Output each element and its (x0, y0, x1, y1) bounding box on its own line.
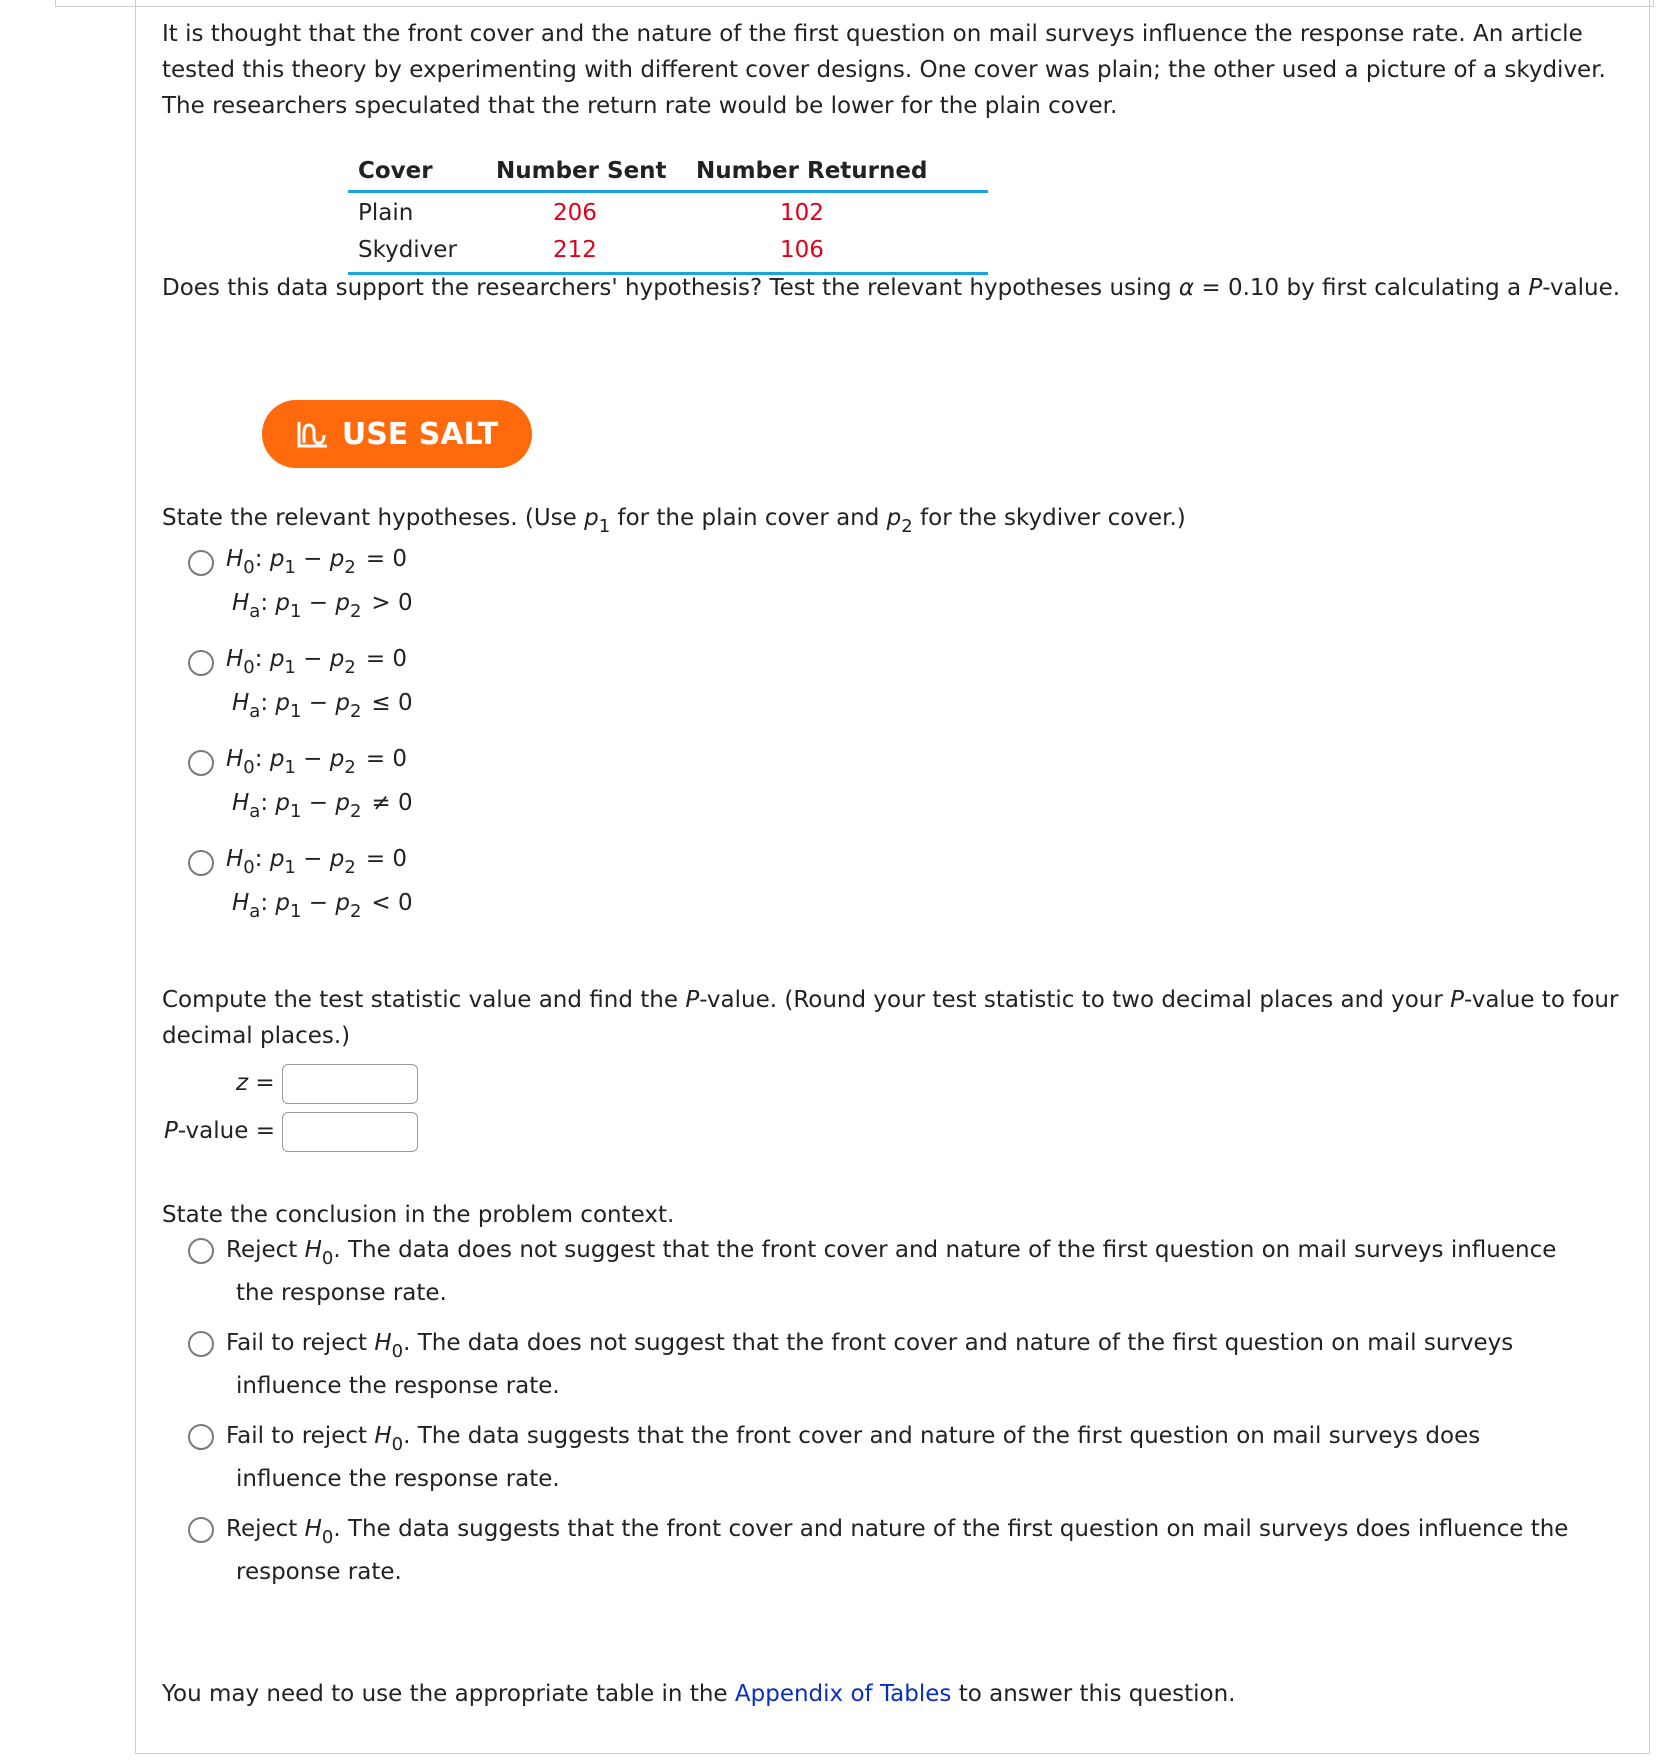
salt-logo-icon (296, 419, 330, 449)
intro-text: It is thought that the front cover and the nature of the first question on mail surveys influence the response rate. An article tested this theory by experimenting with different cover designs. One cover was plain; the other used a picture of a skydiver. The researchers speculated that the return rate would be lower for the plain cover. (162, 21, 1606, 119)
minus: − (295, 746, 330, 772)
minus: − (301, 790, 336, 816)
p2-subscript: 2 (901, 516, 913, 537)
null-relation: = 0 (365, 746, 408, 772)
alt-relation: ≤ 0 (371, 690, 413, 716)
p-symbol: p (329, 646, 345, 672)
null-relation: = 0 (365, 846, 408, 872)
z-input[interactable] (282, 1064, 418, 1104)
p-symbol: p (269, 846, 285, 872)
h-symbol: H (304, 1516, 322, 1542)
hypothesis-radio[interactable] (188, 850, 214, 876)
conclusion-line-2: influence the response rate. (236, 1466, 560, 1492)
h0-subscript: 0 (243, 557, 255, 578)
use-salt-label: USE SALT (341, 416, 499, 452)
minus: − (301, 590, 336, 616)
compute-prompt (162, 982, 1622, 1054)
sub: 2 (349, 901, 362, 922)
h-symbol: H (232, 590, 250, 616)
sub: 1 (284, 557, 296, 578)
p-symbol: P (1528, 275, 1543, 301)
null-hypothesis: $H_0$: $p_1 - p_2 = 0$ (226, 846, 408, 878)
p-symbol: P (685, 987, 700, 1013)
question-text-part: = 0.10 by first calculating a (1194, 275, 1529, 301)
z-symbol: z (236, 1070, 249, 1096)
question-text-part: Does this data support the researchers' hypothesis? Test the relevant hypotheses using (162, 275, 1179, 301)
prompt-text-part: Compute the test statistic value and find the (162, 987, 686, 1013)
p-symbol: p (269, 646, 285, 672)
rest-text: . The data does not suggest that the front cover and nature of the first question on mail surveys (403, 1330, 1514, 1356)
hypothesis-radio[interactable] (188, 550, 214, 576)
p-symbol: p (329, 746, 345, 772)
lead-text: Fail to reject (226, 1330, 375, 1356)
p-symbol: p (329, 546, 345, 572)
sub: 1 (290, 901, 302, 922)
alt-hypothesis: $H_a$: $p_1 - p_2 \ne 0$ (232, 790, 413, 822)
p-symbol: p (329, 846, 345, 872)
pvalue-label (164, 1118, 275, 1144)
conclusion-line-2: response rate. (236, 1559, 402, 1585)
p-symbol: P (1450, 987, 1465, 1013)
p2-symbol: p (886, 505, 902, 531)
h-symbol: H (226, 746, 244, 772)
null-hypothesis: $H_0$: $p_1 - p_2 = 0$ (226, 546, 408, 578)
p-symbol: p (275, 790, 290, 816)
h0-subscript: 0 (243, 857, 255, 878)
p-symbol: p (269, 546, 285, 572)
appendix-link[interactable]: Appendix of Tables (734, 1681, 952, 1707)
question-text (162, 270, 1622, 306)
ha-subscript: a (249, 801, 261, 822)
lead-text: Reject (226, 1237, 305, 1263)
conclusion-line-1 (226, 1325, 1513, 1361)
sub: 2 (349, 601, 362, 622)
h-symbol: H (226, 546, 244, 572)
alt-hypothesis: $H_a$: $p_1 - p_2 > 0$ (232, 590, 413, 622)
rest-text: . The data does not suggest that the front cover and nature of the first question on mail surveys influence (333, 1237, 1557, 1263)
sub: 2 (349, 701, 362, 722)
h-symbol: H (232, 690, 250, 716)
prompt-text-part: for the skydiver cover.) (912, 505, 1186, 531)
h0-subscript: 0 (391, 1434, 404, 1455)
minus: − (301, 690, 336, 716)
footer-text: to answer this question. (951, 1681, 1236, 1707)
h-symbol: H (232, 890, 250, 916)
conclusion-line-1 (226, 1511, 1568, 1547)
table-cell-cover: Plain (358, 200, 414, 226)
table-cell-sent: 206 (553, 200, 597, 226)
p-symbol: p (335, 590, 350, 616)
p-symbol: p (275, 590, 290, 616)
hypothesis-radio[interactable] (188, 750, 214, 776)
use-salt-button[interactable] (262, 400, 532, 468)
ha-subscript: a (249, 601, 261, 622)
minus: − (295, 646, 330, 672)
conclusion-line-2: the response rate. (236, 1280, 447, 1306)
sub: 1 (290, 701, 302, 722)
h-symbol: H (304, 1237, 322, 1263)
table-header-returned: Number Returned (696, 158, 928, 184)
conclusion-line-1 (226, 1232, 1556, 1268)
alt-hypothesis: $H_a$: $p_1 - p_2 \le 0$ (232, 690, 413, 722)
rest-text: . The data suggests that the front cover and nature of the first question on mail surveys does influence the (333, 1516, 1569, 1542)
alt-relation: < 0 (371, 890, 413, 916)
conclusion-radio[interactable] (188, 1517, 214, 1543)
prompt-text-part: State the relevant hypotheses. (Use (162, 505, 585, 531)
sub: 2 (349, 801, 362, 822)
prompt-text-part: for the plain cover and (610, 505, 887, 531)
alpha-symbol: α (1178, 275, 1195, 301)
sub: 2 (344, 557, 356, 578)
pvalue-input[interactable] (282, 1112, 418, 1152)
h0-subscript: 0 (243, 757, 255, 778)
hypotheses-prompt (162, 500, 1622, 536)
p-symbol: p (335, 890, 350, 916)
null-hypothesis: $H_0$: $p_1 - p_2 = 0$ (226, 646, 408, 678)
p-symbol: p (335, 790, 350, 816)
sub: 1 (290, 601, 302, 622)
table-cell-cover: Skydiver (358, 237, 457, 263)
prompt-text-part: -value to four decimal places.) (162, 987, 1619, 1049)
sub: 1 (290, 801, 302, 822)
sub: 1 (284, 857, 296, 878)
sub: 2 (344, 857, 356, 878)
equals: = (248, 1118, 275, 1144)
p-symbol: p (269, 746, 285, 772)
table-cell-returned: 102 (780, 200, 824, 226)
p-symbol: p (335, 690, 350, 716)
footer-text: You may need to use the appropriate table in the (162, 1681, 735, 1707)
pvalue-text: -value (177, 1118, 249, 1144)
table-header-cover: Cover (358, 158, 433, 184)
ha-subscript: a (249, 701, 261, 722)
h-symbol: H (226, 846, 244, 872)
sub: 1 (284, 657, 296, 678)
p-symbol: P (164, 1118, 178, 1144)
conclusion-prompt: State the conclusion in the problem context. (162, 1202, 675, 1228)
prompt-text-part: -value. (Round your test statistic to two decimal places and your (699, 987, 1451, 1013)
sub: 2 (344, 757, 356, 778)
p-symbol: p (275, 690, 290, 716)
table-header-rule (348, 190, 988, 193)
table-cell-sent: 212 (553, 237, 597, 263)
ha-subscript: a (249, 901, 261, 922)
alt-hypothesis: $H_a$: $p_1 - p_2 < 0$ (232, 890, 413, 922)
h-symbol: H (232, 790, 250, 816)
minus: − (301, 890, 336, 916)
h-symbol: H (374, 1330, 392, 1356)
alt-relation: > 0 (371, 590, 413, 616)
lead-text: Reject (226, 1516, 305, 1542)
null-hypothesis: $H_0$: $p_1 - p_2 = 0$ (226, 746, 408, 778)
equals: = (248, 1070, 275, 1096)
minus: − (295, 546, 330, 572)
sub: 1 (284, 757, 296, 778)
conclusion-line-1 (226, 1418, 1480, 1454)
h0-subscript: 0 (321, 1248, 334, 1269)
footer-note (162, 1676, 1622, 1712)
z-label (236, 1070, 275, 1096)
conclusion-radio[interactable] (188, 1424, 214, 1450)
p1-subscript: 1 (598, 516, 611, 537)
h0-subscript: 0 (391, 1341, 404, 1362)
alt-relation: ≠ 0 (371, 790, 413, 816)
null-relation: = 0 (365, 646, 408, 672)
table-header-sent: Number Sent (496, 158, 667, 184)
question-text-part: -value. (1542, 275, 1621, 301)
sub: 2 (344, 657, 356, 678)
conclusion-radio[interactable] (188, 1238, 214, 1264)
null-relation: = 0 (365, 546, 408, 572)
h-symbol: H (374, 1423, 392, 1449)
hypothesis-radio[interactable] (188, 650, 214, 676)
table-cell-returned: 106 (780, 237, 824, 263)
rest-text: . The data suggests that the front cover and nature of the first question on mail surveys does (403, 1423, 1481, 1449)
h-symbol: H (226, 646, 244, 672)
p1-symbol: p (584, 505, 599, 531)
minus: − (295, 846, 330, 872)
h0-subscript: 0 (321, 1527, 334, 1548)
conclusion-line-2: influence the response rate. (236, 1373, 560, 1399)
lead-text: Fail to reject (226, 1423, 375, 1449)
p-symbol: p (275, 890, 290, 916)
h0-subscript: 0 (243, 657, 255, 678)
conclusion-radio[interactable] (188, 1331, 214, 1357)
